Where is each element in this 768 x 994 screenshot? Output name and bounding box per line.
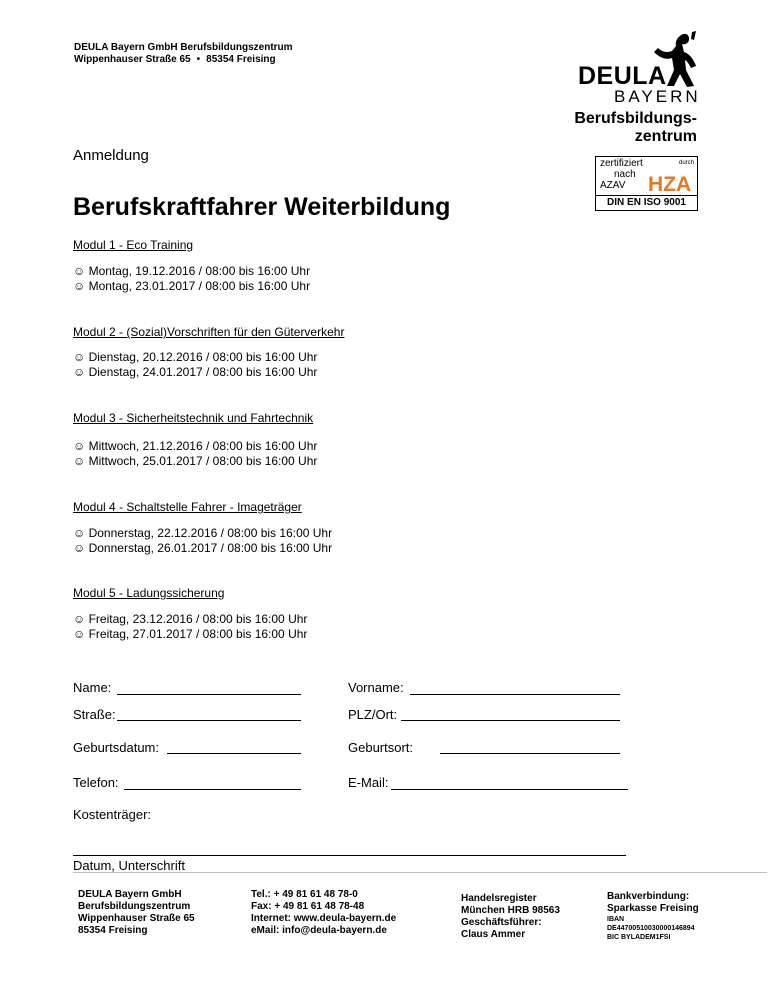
footer-iban-label: IBAN bbox=[607, 916, 625, 923]
cert-by: durch bbox=[678, 160, 694, 166]
sender-address bbox=[74, 42, 293, 66]
footer-bank-line: Bankverbindung: bbox=[607, 891, 690, 902]
signature-line[interactable] bbox=[73, 855, 626, 856]
geburtsort-field[interactable] bbox=[440, 753, 620, 754]
strasse-label: Straße: bbox=[73, 707, 116, 722]
kostentraeger-label: Kostenträger: bbox=[73, 807, 152, 822]
strasse-field[interactable] bbox=[117, 720, 301, 721]
footer-website: Internet: www.deula-bayern.de bbox=[251, 913, 397, 924]
footer-company-line: Berufsbildungszentrum bbox=[78, 901, 191, 912]
logo-subtitle-line2: zentrum bbox=[634, 128, 697, 145]
cert-line1: zertifiziert bbox=[600, 158, 643, 169]
footer-phone: Tel.: + 49 81 61 48 78-0 bbox=[251, 889, 358, 900]
hza-logo-icon bbox=[648, 172, 692, 194]
name-field[interactable] bbox=[117, 694, 301, 695]
module-5-title: Modul 5 - Ladungssicherung bbox=[73, 586, 225, 600]
footer-company-line: DEULA Bayern GmbH bbox=[78, 889, 182, 900]
bullet-separator: • bbox=[196, 54, 201, 65]
footer-register-line: Claus Ammer bbox=[461, 929, 526, 940]
footer-contact bbox=[251, 889, 396, 937]
module-1-title: Modul 1 - Eco Training bbox=[73, 238, 194, 252]
vorname-label: Vorname: bbox=[348, 680, 404, 695]
module-5-date-2: ☺ Freitag, 27.01.2017 / 08:00 bis 16:00 Uhr bbox=[73, 627, 308, 641]
geburtsdatum-field[interactable] bbox=[167, 753, 301, 754]
footer-register-line: Handelsregister bbox=[461, 893, 537, 904]
document-heading: Anmeldung bbox=[73, 147, 149, 164]
module-4-date-1: ☺ Donnerstag, 22.12.2016 / 08:00 bis 16:00 Uhr bbox=[73, 526, 333, 540]
footer-iban: DE44700510030000146894 bbox=[607, 925, 695, 932]
footer-bank bbox=[607, 891, 699, 942]
geburtsort-label: Geburtsort: bbox=[348, 740, 414, 755]
module-3-date-1: ☺ Mittwoch, 21.12.2016 / 08:00 bis 16:00 Uhr bbox=[73, 439, 318, 453]
module-1-date-2: ☺ Montag, 23.01.2017 / 08:00 bis 16:00 Uhr bbox=[73, 279, 311, 293]
sender-street: Wippenhauser Straße 65 bbox=[74, 54, 191, 65]
module-5-date-1: ☺ Freitag, 23.12.2016 / 08:00 bis 16:00 Uhr bbox=[73, 612, 308, 626]
footer-company-line: Wippenhauser Straße 65 bbox=[78, 913, 195, 924]
plz-label: PLZ/Ort: bbox=[348, 707, 398, 722]
sender-street-city bbox=[74, 54, 293, 66]
footer-bank-line: Sparkasse Freising bbox=[607, 903, 699, 914]
telefon-label: Telefon: bbox=[73, 775, 119, 790]
geburtsdatum-label: Geburtsdatum: bbox=[73, 740, 159, 755]
cert-line2: nach bbox=[614, 169, 636, 180]
footer-email: eMail: info@deula-bayern.de bbox=[251, 925, 387, 936]
footer-register-line: Geschäftsführer: bbox=[461, 917, 542, 928]
sender-city: 85354 Freising bbox=[206, 54, 276, 65]
telefon-field[interactable] bbox=[124, 789, 301, 790]
logo-bayern-text: BAYERN bbox=[614, 87, 701, 106]
footer-fax: Fax: + 49 81 61 48 78-48 bbox=[251, 901, 365, 912]
sender-company: DEULA Bayern GmbH Berufsbildungszentrum bbox=[74, 42, 293, 53]
document-title: Berufskraftfahrer Weiterbildung bbox=[73, 193, 451, 221]
module-4-title: Modul 4 - Schaltstelle Fahrer - Imageträger bbox=[73, 500, 302, 514]
module-2-date-2: ☺ Dienstag, 24.01.2017 / 08:00 bis 16:00 Uhr bbox=[73, 365, 318, 379]
certification-badge bbox=[595, 156, 698, 211]
cert-line3: AZAV bbox=[600, 180, 626, 191]
signature-label: Datum, Unterschrift bbox=[73, 858, 185, 873]
vorname-field[interactable] bbox=[410, 694, 620, 695]
module-3-date-2: ☺ Mittwoch, 25.01.2017 / 08:00 bis 16:00 Uhr bbox=[73, 454, 318, 468]
footer-bic: BIC BYLADEM1FSI bbox=[607, 934, 671, 941]
footer-divider bbox=[73, 872, 767, 873]
cert-standard: DIN EN ISO 9001 bbox=[596, 195, 697, 210]
email-field[interactable] bbox=[391, 789, 628, 790]
module-2-title: Modul 2 - (Sozial)Vorschriften für den Güterverkehr bbox=[73, 325, 345, 339]
email-label: E-Mail: bbox=[348, 775, 389, 790]
plz-field[interactable] bbox=[401, 720, 620, 721]
module-4-date-2: ☺ Donnerstag, 26.01.2017 / 08:00 bis 16:00 Uhr bbox=[73, 541, 333, 555]
hza-logo-text: HZA bbox=[648, 173, 692, 194]
footer-company bbox=[78, 889, 195, 937]
module-1-date-1: ☺ Montag, 19.12.2016 / 08:00 bis 16:00 Uhr bbox=[73, 264, 311, 278]
name-label: Name: bbox=[73, 680, 112, 695]
logo-subtitle-line1: Berufsbildungs- bbox=[574, 110, 697, 127]
module-3-title: Modul 3 - Sicherheitstechnik und Fahrtechnik bbox=[73, 411, 314, 425]
footer-company-line: 85354 Freising bbox=[78, 925, 148, 936]
footer-register-line: München HRB 98563 bbox=[461, 905, 560, 916]
logo-deula-text: DEULA bbox=[578, 62, 667, 90]
footer-register bbox=[461, 893, 560, 941]
module-2-date-1: ☺ Dienstag, 20.12.2016 / 08:00 bis 16:00 Uhr bbox=[73, 350, 318, 364]
